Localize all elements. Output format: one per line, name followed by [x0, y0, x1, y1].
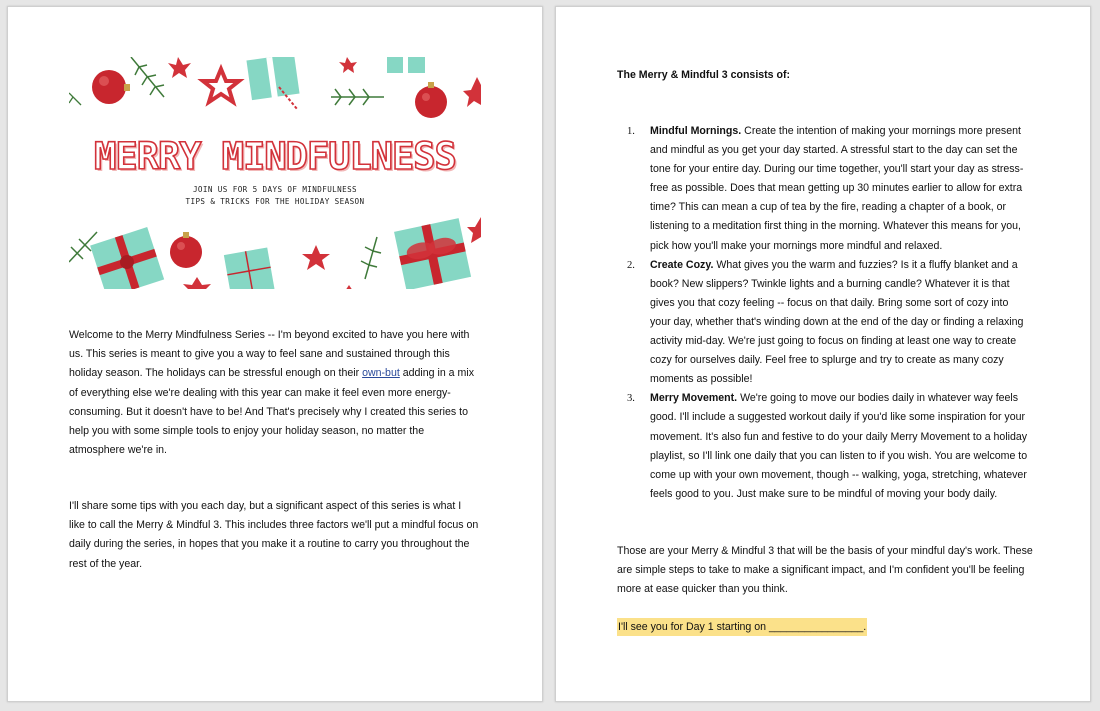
- top-star-3: [463, 77, 481, 107]
- list-item-number: 2.: [627, 259, 635, 271]
- top-ornament-2: [415, 82, 447, 118]
- top-pine-branch-3: [69, 93, 81, 105]
- list-item-text: What gives you the warm and fuzzies? Is it a fluffy blanket and a book? New slippers? Twinkle lights and a burning candle? Whatever it is that gives you that cozy feeling -- focus on that daily. Bring some sort of cozy into your day, whether that's winding down at the end of the day or finding a relaxing activity mid-day. We're just going to focus on finding at least one way to create cozy for ourselves daily. Feel free to splurge and try to create as many cozy moments as possible!: [650, 258, 1024, 386]
- list-item-title: Merry Movement.: [650, 392, 738, 405]
- list-item-text: Create the intention of making your mornings more present and mindful as you get your day started. A stressful start to the day can set the tone for your entire day. During our time together, you'll start your day as stress-free as possible. Does that mean getting up 30 minutes earlier to allow for extra time? This can mean a cup of tea by the fire, reading a chapter of a book, or listening to a meditation first thing in the morning. Whatever this means for you, pick how you'll make your mornings more mindful and relaxed.: [650, 125, 1024, 252]
- welcome-text-start: Welcome to the Merry Mindfulness Series -- I'm beyond excited to have you here with us. This series is meant to give you a way to feel sane and sustained through this holiday season. The holidays can be stressful enough on their: [69, 329, 470, 380]
- banner-title: MERRY MINDFULNESS: [94, 135, 456, 178]
- highlighted-day-one-line: I'll see you for Day 1 starting on ________________.: [617, 618, 867, 636]
- bottom-gift-2: [224, 247, 275, 289]
- top-gift-2: [387, 57, 425, 73]
- top-pine-branch-2: [331, 89, 384, 105]
- welcome-paragraph: [69, 326, 479, 460]
- list-item-text: We're going to move our bodies daily in whatever way feels good. I'll include a suggested workout daily if you'd like some inspiration for your movement. It's also fun and festive to do your daily Merry Movement to a holiday playlist, so I'll link one daily that you can listen to if you wish. You are welcome to come up with your own movement, though -- walking, yoga, stretching, whatever feels good to you. Just make sure to be mindful of moving your body daily.: [650, 392, 1028, 500]
- welcome-text-end: adding in a mix of everything else we're dealing with this year can make it feel even more energy-consuming. But it doesn't have to be! And That's precisely why I created this series to help you with some simple tools to enjoy your holiday season, no matter the atmosphere we're in.: [69, 367, 474, 457]
- list-item-title: Create Cozy.: [650, 258, 714, 271]
- banner-subtitle-line-2: TIPS & TRICKS FOR THE HOLIDAY SEASON: [185, 197, 365, 206]
- list-item-number: 3.: [627, 393, 635, 405]
- top-star-2: [339, 57, 357, 73]
- top-star-outline-1: [203, 69, 239, 102]
- merry-mindful-3-heading: The Merry & Mindful 3 consists of:: [617, 69, 791, 81]
- top-ornament-1: [92, 70, 130, 104]
- merry-mindfulness-banner: [69, 57, 481, 289]
- list-item: [617, 122, 1029, 256]
- bottom-gift-3: [394, 218, 471, 289]
- document-page-1: [7, 6, 543, 702]
- list-item-title: Mindful Mornings.: [650, 125, 742, 137]
- list-item: [617, 389, 1029, 504]
- list-item-number: 1.: [627, 126, 635, 137]
- bottom-star-4: [467, 217, 481, 243]
- top-pine-branch-1: [131, 57, 164, 97]
- top-gift-1: [246, 57, 299, 109]
- top-star-1: [168, 57, 191, 78]
- bottom-star-3: [345, 285, 353, 289]
- bottom-star-2: [302, 245, 330, 270]
- bottom-ornament-1: [170, 232, 202, 268]
- banner-subtitle-line-1: JOIN US FOR 5 DAYS OF MINDFULNESS: [192, 185, 358, 194]
- tips-paragraph: I'll share some tips with you each day, but a significant aspect of this series is what I like to call the Merry & Mindful 3. This includes three factors we'll put a mindful focus on daily during the series, in hopes that you make it a routine to carry you throughout the rest of the year.: [69, 500, 479, 570]
- bottom-star-1: [183, 277, 211, 289]
- bottom-gift-1: [90, 227, 164, 289]
- list-item: [617, 256, 1029, 390]
- bottom-pine-branch-2: [361, 237, 381, 279]
- merry-mindful-3-list: [617, 122, 1029, 504]
- spelling-flagged-word[interactable]: own-but: [362, 367, 400, 380]
- document-page-2: [555, 6, 1091, 702]
- closing-paragraph: Those are your Merry & Mindful 3 that will be the basis of your mindful day's work. These are simple steps to take to make a significant impact, and I'm confident you'll be feeling more at ease quicker than you think.: [617, 545, 1033, 596]
